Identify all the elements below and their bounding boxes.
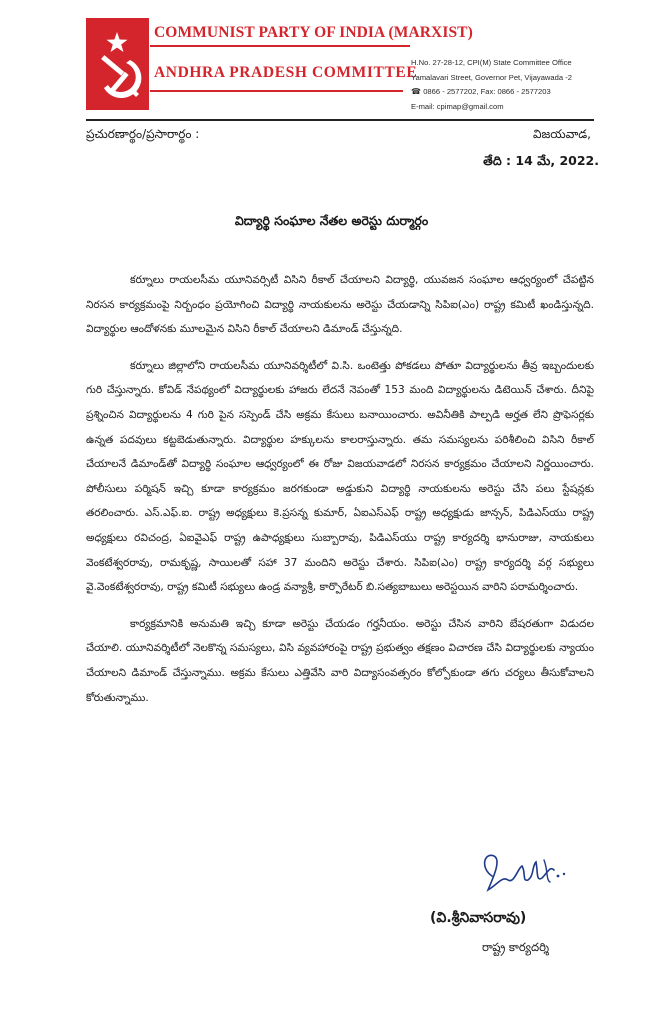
- handwritten-signature-icon: [478, 846, 574, 900]
- email-line: E-mail: cpimap@gmail.com: [411, 101, 504, 111]
- signatory-name: (వి.శ్రీనివాసరావు): [430, 910, 527, 926]
- paragraph: కర్నూలు రాయలసీమ యూనివర్సిటీ విసిని రీకాల్ చేయాలని విద్యార్థి, యువజన సంఘాల ఆధ్వర్యంలో చేపట్టిన నిరసన కార్యక్రమంపై నిర్బంధం ప్రయోగించి విద్యార్థి నాయకులను అరెస్టు చేయడాన్ని సిపిఐ(ఎం) రాష్ట్ర కమిటీ ఖండిస్తున్నది. విద్యార్థుల ఆందోళనకు మూలమైన విసిని రీకాల్ చేయాలని డిమాండ్ చేస్తున్నది.: [86, 274, 594, 336]
- publication-label: ప్రచురణార్థం/ప్రసారార్థం :: [86, 127, 200, 141]
- address-line: H.No. 27-28-12, CPI(M) State Committee Office: [411, 58, 572, 67]
- press-release-title: విద్యార్థి సంఘాల నేతల అరెస్టు దుర్మార్గం: [234, 213, 429, 228]
- paragraph: కర్నూలు జిల్లాలోని రాయలసీమ యూనివర్శిటీలో వి.సి. ఒంటెత్తు పోకడలు పోతూ విద్యార్థులను తీవ్ర ఇబ్బందులకు గురి చేస్తున్నారు. కోవిడ్ నేపథ్యంలో విద్యార్థులకు హాజరు లేదనే నెపంతో 153 మంది విద్యార్థులను డిటెయిన్ చేశారు. దీనిపై ప్రశ్నించిన విద్యార్థులను 4 గురి పైన సస్పెండ్ చేసి అక్రమ కేసులు బనాయించారు. అవినీతికి పాల్పడి అర్హత లేని ప్రొఫెసర్లకు ఉన్నత పదవులు కట్టబెడుతున్నారు. విద్యార్థుల హక్కులను కాలరాస్తున్నారు. తమ సమస్యలను పరిశీలించి విసిని రీకాల్ చేయాలనే డిమాండ్‌తో విద్యార్థి సంఘాల ఆధ్వర్యంలో ఈ రోజు విజయవాడలో నిరసన కార్యక్రమం చేయాలని నిర్ణయించారు. పోలీసులు పర్మిషన్ ఇచ్చి కూడా కార్యక్రమం జరగకుండా అడ్డుకుని విద్యార్థి నాయకులను అరెస్టు చేసి పలు స్టేషన్లకు తరలించారు. ఎస్.ఎఫ్.ఐ. రాష్ట్ర అధ్యక్షులు కె.ప్రసన్న కుమార్, ఏఐఎస్ఎఫ్ రాష్ట్ర అధ్యక్షుడు జాన్సన్, పిడిఎస్‌యు రాష్ట్ర అధ్యక్షులు రవిచంద్ర, ఏఐవైఎఫ్ రాష్ట్ర ఉపాధ్యక్షులు సుబ్బారావు, పిడిఎస్‌యు రాష్ట్ర కార్యదర్శి భానురాజు, నాయకులు వెంకటేశ్వరరావు, రామకృష్ణ, సాయిలతో సహా 37 మందిని అరెస్టు చేశారు. సిపిఐ(ఎం) రాష్ట్ర కార్యదర్శి వర్గ సభ్యులు వై.వెంకటేశ్వరరావు, రాష్ట్ర కమిటీ సభ్యులు ఉండ్ర వన్యాశ్రీ, కార్పొరేటర్ బి.సత్యబాబులు అరెస్టయిన వారిని పరామర్శించారు.: [86, 359, 594, 594]
- city: విజయవాడ,: [532, 127, 591, 141]
- paragraph: కార్యక్రమానికి అనుమతి ఇచ్చి కూడా అరెస్టు చేయడం గర్హనీయం. అరెస్టు చేసిన వారిని బేషరతుగా విడుదల చేయాలి. యూనివర్శిటీలో నెలకొన్న సమస్యలు, విసి వ్యవహారంపై రాష్ట్ర ప్రభుత్వం తక్షణం విచారణ చేసి విద్యార్థులకు న్యాయం చేయాలని డిమాండ్ చేస్తున్నాము. అక్రమ కేసులు ఎత్తివేసి వారి విద్యాసంవత్సరం కోల్పోకుండా తగు చర్యలు తీసుకోవాలని కోరుతున్నాము.: [86, 617, 594, 704]
- committee-name: ANDHRA PRADESH COMMITTEE: [154, 64, 418, 81]
- address-block: [411, 56, 572, 114]
- date: తేది : 14 మే, 2022.: [483, 153, 599, 168]
- phone-line: [411, 85, 572, 100]
- signatory-role: రాష్ట్ర కార్యదర్శి: [482, 940, 549, 954]
- press-release-body: [86, 268, 594, 722]
- letterhead-rule: [150, 90, 403, 92]
- address-line: Yamalavari Street, Governor Pet, Vijayawada -2: [411, 72, 572, 82]
- org-name: COMMUNIST PARTY OF INDIA (MARXIST): [154, 24, 473, 41]
- phone-text: 0866 - 2577202, Fax: 0866 - 2577203: [423, 87, 551, 96]
- hammer-sickle-star-icon: [86, 18, 149, 110]
- phone-icon: ☎: [411, 87, 424, 96]
- header-separator: [86, 119, 594, 121]
- letterhead-rule: [150, 45, 410, 47]
